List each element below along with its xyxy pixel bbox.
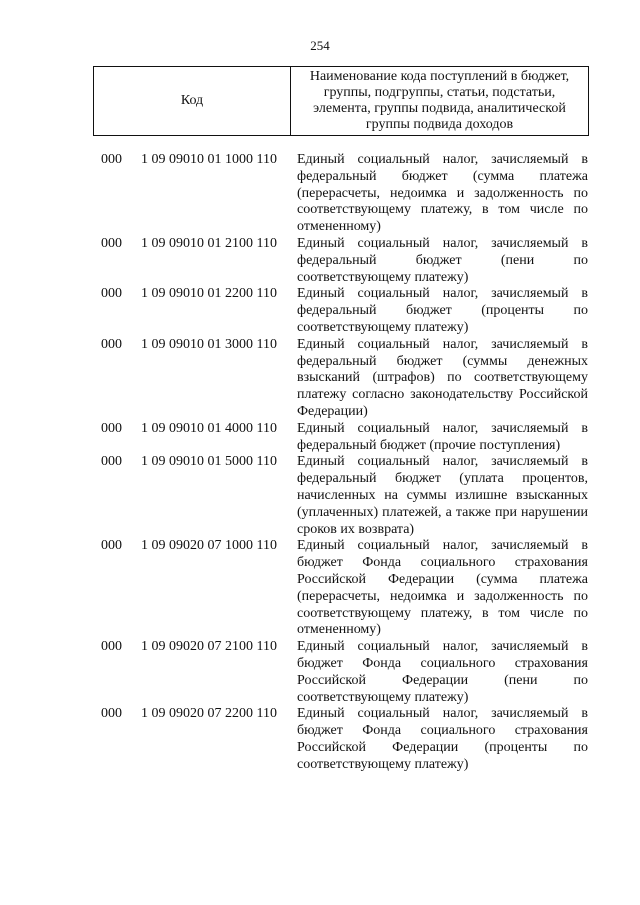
row-admin-code: 000 [101,152,122,167]
table-row [0,538,640,639]
row-admin-code: 000 [101,336,122,352]
row-admin-code: 000 [101,235,122,251]
code-list [0,152,640,773]
header-name-column: Наименование кода поступлений в бюджет, группы, подгруппы, статьи, подстатьи, элемента, группы подвида, аналитической группы подвида доходов [309,69,570,132]
table-row [0,286,640,336]
row-description: Единый социальный налог, зачисляемый в бюджет Фонда социального страхования Российской Федерации (пени по соответствующему платежу) [297,639,588,705]
row-revenue-code: 1 09 09020 07 2100 110 [141,639,277,655]
row-description: Единый социальный налог, зачисляемый в федеральный бюджет (прочие поступления) [297,420,588,453]
table-row [0,152,640,236]
table-header [93,66,589,136]
row-description: Единый социальный налог, зачисляемый в федеральный бюджет (проценты по соответствующему платежу) [297,286,588,335]
row-description: Единый социальный налог, зачисляемый в федеральный бюджет (уплата процентов, начисленных на суммы излишне взысканных (уплаченных) платежей, а также при нарушении сроков их возврата) [297,454,588,537]
row-description: Единый социальный налог, зачисляемый в федеральный бюджет (пени по соответствующему платежу) [297,235,588,285]
table-row [0,639,640,706]
row-admin-code: 000 [101,538,122,554]
table-row [0,337,640,421]
row-description: Единый социальный налог, зачисляемый в бюджет Фонда социального страхования Российской Федерации (сумма платежа (перерасчеты, недоимка и задолженность по соответствующему платежу, в том числе по отмененному) [297,538,588,638]
row-admin-code: 000 [101,420,122,436]
header-code-column: Код [94,67,291,135]
row-revenue-code: 1 09 09010 01 2100 110 [141,235,277,251]
table-row [0,421,640,455]
row-admin-code: 000 [101,286,122,302]
row-revenue-code: 1 09 09010 01 3000 110 [141,336,277,352]
table-row [0,454,640,538]
row-revenue-code: 1 09 09020 07 2200 110 [141,706,277,722]
row-admin-code: 000 [101,454,122,470]
row-revenue-code: 1 09 09010 01 2200 110 [141,286,277,302]
table-row [0,706,640,773]
row-admin-code: 000 [101,706,122,722]
row-description: Единый социальный налог, зачисляемый в бюджет Фонда социального страхования Российской Федерации (проценты по соответствующему платежу) [297,706,588,772]
table-row [0,236,640,286]
row-description: Единый социальный налог, зачисляемый в федеральный бюджет (суммы денежных взысканий (штрафов) по соответствующему платежу согласно законодательству Российской Федерации) [297,336,588,419]
row-revenue-code: 1 09 09010 01 5000 110 [141,454,277,470]
page-number: 254 [310,38,330,53]
row-revenue-code: 1 09 09010 01 1000 110 [141,152,277,167]
row-revenue-code: 1 09 09020 07 1000 110 [141,538,277,554]
row-revenue-code: 1 09 09010 01 4000 110 [141,420,277,436]
row-admin-code: 000 [101,639,122,655]
row-description: Единый социальный налог, зачисляемый в федеральный бюджет (сумма платежа (перерасчеты, недоимка и задолженность по соответствующему платежу, в том числе по отмененному) [297,152,588,235]
